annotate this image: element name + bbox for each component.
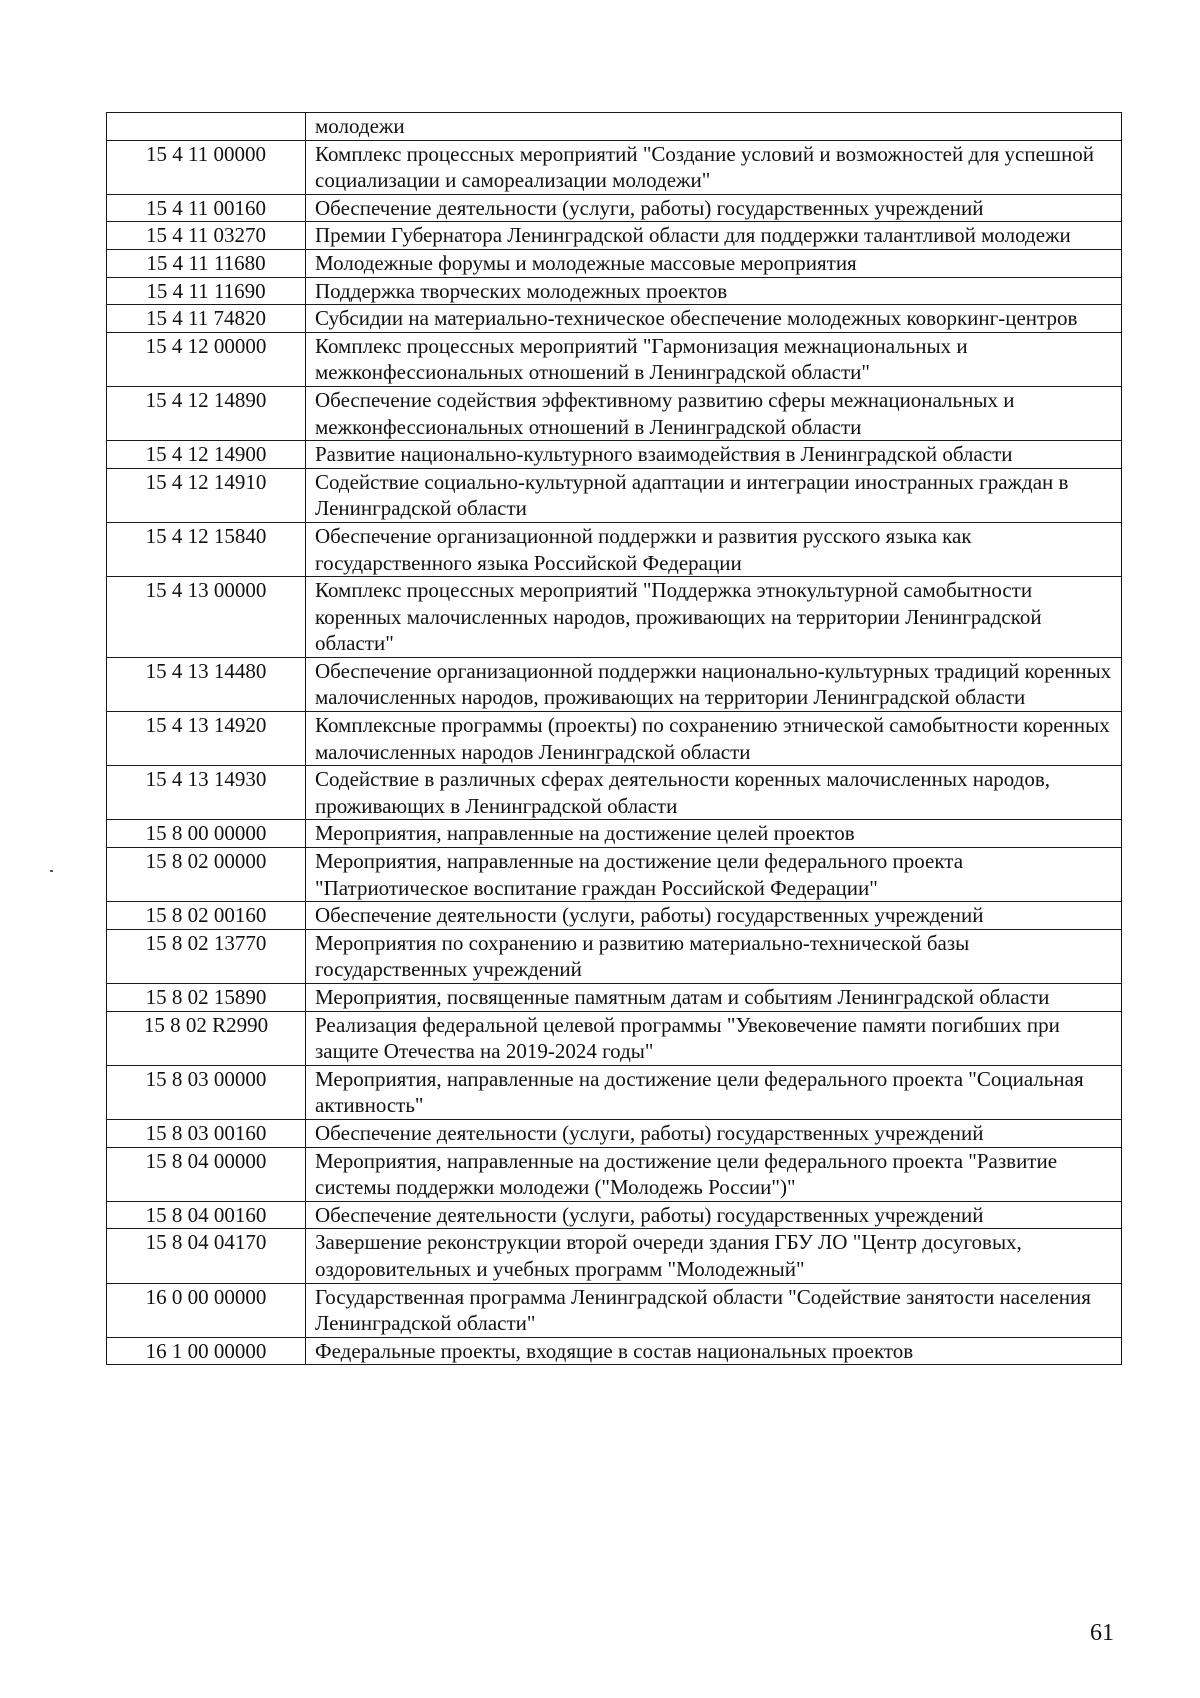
- code-cell: 15 8 00 00000: [107, 820, 306, 848]
- code-cell: 15 4 13 14920: [107, 712, 306, 766]
- description-cell: Мероприятия, направленные на достижение цели федерального проекта "Патриотическое воспитание граждан Российской Федерации": [306, 848, 1122, 902]
- code-cell: 15 8 04 00000: [107, 1147, 306, 1201]
- description-cell: Мероприятия, направленные на достижение цели федерального проекта "Развитие системы поддержки молодежи ("Молодежь России")": [306, 1147, 1122, 1201]
- code-cell: 15 4 12 00000: [107, 332, 306, 386]
- code-cell: 15 8 02 00000: [107, 848, 306, 902]
- table-row: [107, 194, 1122, 222]
- description-cell: Федеральные проекты, входящие в состав национальных проектов: [306, 1337, 1122, 1365]
- table-row: [107, 441, 1122, 469]
- description-cell: Государственная программа Ленинградской области "Содействие занятости населения Ленинградской области": [306, 1283, 1122, 1337]
- table-row: [107, 1119, 1122, 1147]
- code-cell: 16 1 00 00000: [107, 1337, 306, 1365]
- table-row: [107, 1283, 1122, 1337]
- table-row: [107, 766, 1122, 820]
- code-cell: 15 4 12 14900: [107, 441, 306, 469]
- description-cell: Содействие в различных сферах деятельности коренных малочисленных народов, проживающих в Ленинградской области: [306, 766, 1122, 820]
- budget-classification-table: [106, 112, 1122, 1365]
- description-cell: Мероприятия, направленные на достижение целей проектов: [306, 820, 1122, 848]
- code-cell: 15 8 03 00000: [107, 1065, 306, 1119]
- code-cell: 15 8 02 15890: [107, 984, 306, 1012]
- description-cell: Обеспечение деятельности (услуги, работы) государственных учреждений: [306, 1201, 1122, 1229]
- description-cell: Обеспечение организационной поддержки национально-культурных традиций коренных малочисленных народов, проживающих на территории Ленинградской области: [306, 657, 1122, 711]
- code-cell: 15 8 02 R2990: [107, 1011, 306, 1065]
- description-cell: Обеспечение деятельности (услуги, работы) государственных учреждений: [306, 902, 1122, 930]
- description-cell: Поддержка творческих молодежных проектов: [306, 277, 1122, 305]
- page-number: 61: [1090, 1620, 1114, 1646]
- description-cell: Мероприятия по сохранению и развитию материально-технической базы государственных учреждений: [306, 929, 1122, 983]
- description-cell: Комплекс процессных мероприятий "Создание условий и возможностей для успешной социализации и самореализации молодежи": [306, 140, 1122, 194]
- table-row: [107, 113, 1122, 141]
- code-cell: 15 8 04 04170: [107, 1229, 306, 1283]
- code-cell: 15 4 13 14480: [107, 657, 306, 711]
- description-cell: Обеспечение деятельности (услуги, работы) государственных учреждений: [306, 194, 1122, 222]
- code-cell: 15 4 11 11690: [107, 277, 306, 305]
- scan-artifact: [50, 870, 53, 872]
- table-row: [107, 1147, 1122, 1201]
- table-row: [107, 712, 1122, 766]
- table-row: [107, 984, 1122, 1012]
- table-row: [107, 1229, 1122, 1283]
- table-row: [107, 577, 1122, 658]
- description-cell: Развитие национально-культурного взаимодействия в Ленинградской области: [306, 441, 1122, 469]
- table-row: [107, 140, 1122, 194]
- table-row: [107, 522, 1122, 576]
- table-row: [107, 277, 1122, 305]
- description-cell: Премии Губернатора Ленинградской области для поддержки талантливой молодежи: [306, 222, 1122, 250]
- table-body: [107, 113, 1122, 1365]
- table-row: [107, 386, 1122, 440]
- table-row: [107, 1011, 1122, 1065]
- table-row: [107, 820, 1122, 848]
- code-cell: 15 4 12 14890: [107, 386, 306, 440]
- description-cell: Обеспечение организационной поддержки и развития русского языка как государственного языка Российской Федерации: [306, 522, 1122, 576]
- code-cell: 15 4 12 14910: [107, 468, 306, 522]
- description-cell: Мероприятия, посвященные памятным датам и событиям Ленинградской области: [306, 984, 1122, 1012]
- code-cell: 15 8 02 00160: [107, 902, 306, 930]
- description-cell: Молодежные форумы и молодежные массовые мероприятия: [306, 249, 1122, 277]
- table-row: [107, 1201, 1122, 1229]
- code-cell: 16 0 00 00000: [107, 1283, 306, 1337]
- description-cell: Реализация федеральной целевой программы "Увековечение памяти погибших при защите Отечества на 2019-2024 годы": [306, 1011, 1122, 1065]
- table-row: [107, 902, 1122, 930]
- code-cell: 15 4 13 14930: [107, 766, 306, 820]
- code-cell: 15 4 11 03270: [107, 222, 306, 250]
- code-cell: [107, 113, 306, 141]
- description-cell: Комплекс процессных мероприятий "Гармонизация межнациональных и межконфессиональных отношений в Ленинградской области": [306, 332, 1122, 386]
- code-cell: 15 4 11 00000: [107, 140, 306, 194]
- description-cell: Обеспечение деятельности (услуги, работы) государственных учреждений: [306, 1119, 1122, 1147]
- code-cell: 15 8 02 13770: [107, 929, 306, 983]
- code-cell: 15 4 13 00000: [107, 577, 306, 658]
- table-row: [107, 305, 1122, 333]
- description-cell: Мероприятия, направленные на достижение цели федерального проекта "Социальная активность": [306, 1065, 1122, 1119]
- code-cell: 15 4 11 11680: [107, 249, 306, 277]
- table-row: [107, 332, 1122, 386]
- code-cell: 15 4 12 15840: [107, 522, 306, 576]
- description-cell: молодежи: [306, 113, 1122, 141]
- description-cell: Завершение реконструкции второй очереди здания ГБУ ЛО "Центр досуговых, оздоровительных и учебных программ "Молодежный": [306, 1229, 1122, 1283]
- description-cell: Содействие социально-культурной адаптации и интеграции иностранных граждан в Ленинградской области: [306, 468, 1122, 522]
- code-cell: 15 8 03 00160: [107, 1119, 306, 1147]
- table-row: [107, 1337, 1122, 1365]
- code-cell: 15 4 11 74820: [107, 305, 306, 333]
- code-cell: 15 4 11 00160: [107, 194, 306, 222]
- description-cell: Комплекс процессных мероприятий "Поддержка этнокультурной самобытности коренных малочисленных народов, проживающих на территории Ленинградской области": [306, 577, 1122, 658]
- description-cell: Субсидии на материально-техническое обеспечение молодежных коворкинг-центров: [306, 305, 1122, 333]
- table-row: [107, 468, 1122, 522]
- table-row: [107, 1065, 1122, 1119]
- description-cell: Комплексные программы (проекты) по сохранению этнической самобытности коренных малочисленных народов Ленинградской области: [306, 712, 1122, 766]
- code-cell: 15 8 04 00160: [107, 1201, 306, 1229]
- table-row: [107, 848, 1122, 902]
- description-cell: Обеспечение содействия эффективному развитию сферы межнациональных и межконфессиональных отношений в Ленинградской области: [306, 386, 1122, 440]
- table-row: [107, 657, 1122, 711]
- table-row: [107, 929, 1122, 983]
- table-row: [107, 222, 1122, 250]
- table-row: [107, 249, 1122, 277]
